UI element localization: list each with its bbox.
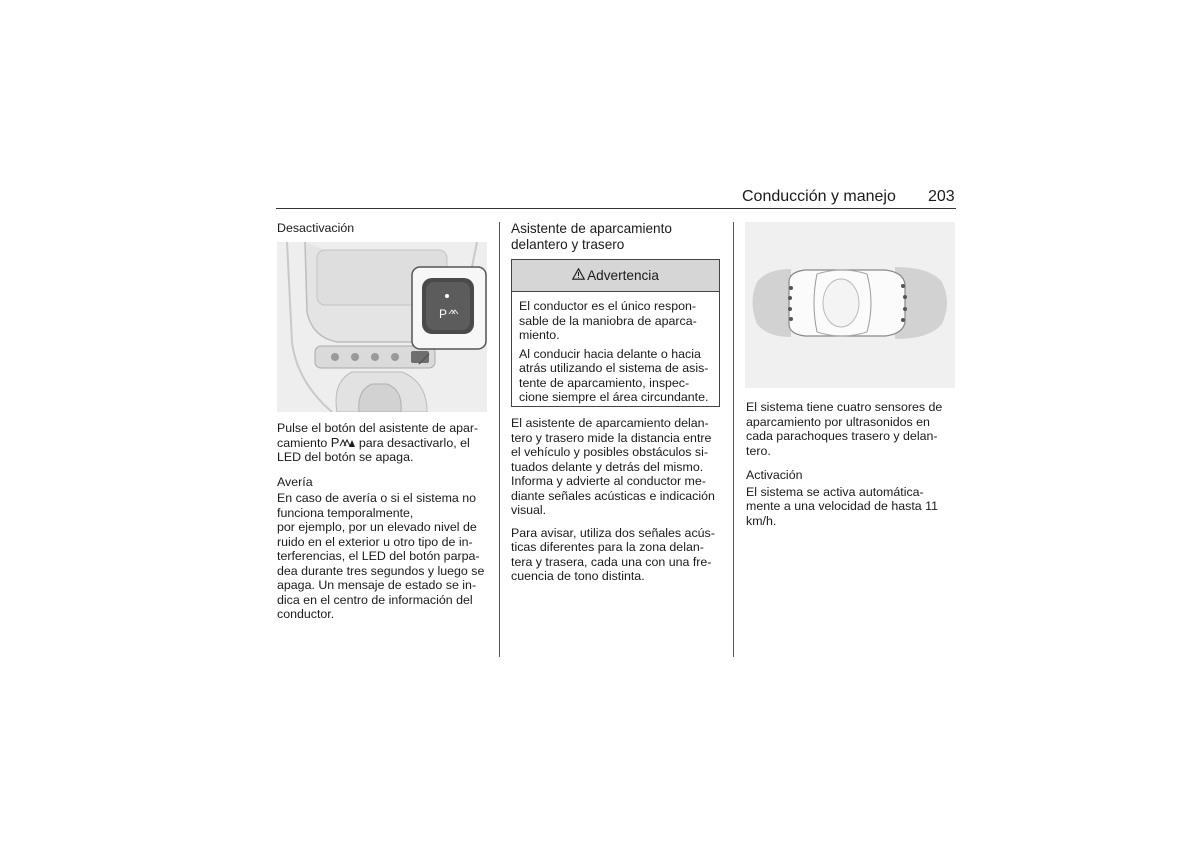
section-heading-line: Asistente de aparcamiento xyxy=(511,221,672,236)
text-line: Para avisar, utiliza dos señales acús- xyxy=(511,525,715,540)
column-1-text xyxy=(277,421,492,630)
text-line: tero. xyxy=(746,443,771,458)
page-number: 203 xyxy=(928,188,955,205)
text-line: terferencias, el LED del botón parpa- xyxy=(277,549,480,563)
text-line: En caso de avería o si el sistema no xyxy=(277,491,477,505)
text-line: cada parachoques trasero y delan- xyxy=(746,429,938,443)
text-line: El sistema tiene cuatro sensores de xyxy=(746,400,943,414)
warning-header xyxy=(512,260,719,292)
text-fragment: para desactivarlo, el xyxy=(355,435,470,450)
text-line: km/h. xyxy=(746,513,777,528)
warning-box xyxy=(511,259,720,407)
signals-paragraph xyxy=(511,526,726,584)
fault-paragraph xyxy=(277,491,492,622)
warning-label: Advertencia xyxy=(587,268,659,283)
text-line: Pulse el botón del asistente de apar- xyxy=(277,421,479,435)
text-line: ruido en el exterior u otro tipo de in- xyxy=(277,534,473,549)
text-line: dica en el centro de información del xyxy=(277,592,473,607)
text-line: mente a una velocidad de hasta 11 xyxy=(746,499,938,513)
text-line: cuencia de tono distinta. xyxy=(511,569,645,583)
text-line: diante señales acústicas e indicación xyxy=(511,488,715,503)
text-line: tera y trasera, cada una con una fre- xyxy=(511,554,712,569)
deactivation-paragraph xyxy=(277,421,492,465)
sensors-paragraph xyxy=(746,400,961,458)
text-line: LED del botón se apaga. xyxy=(277,450,414,464)
warning-triangle-icon xyxy=(572,268,585,283)
parking-sensor-waves-icon xyxy=(339,437,355,448)
text-line: el vehículo y posibles obstáculos si- xyxy=(511,445,708,459)
text-line: Al conducir hacia delante o hacia xyxy=(519,346,701,361)
text-line: sable de la maniobra de aparca- xyxy=(519,313,697,328)
warning-body xyxy=(512,292,719,405)
activation-paragraph xyxy=(746,485,961,529)
column-3-text xyxy=(746,400,961,536)
parking-button-figure xyxy=(277,242,487,412)
car-top-view-illustration xyxy=(745,222,955,388)
text-line: tente de aparcamiento, inspec- xyxy=(519,375,690,390)
text-line: tero y trasero mide la distancia entre xyxy=(511,430,712,445)
text-line: El sistema se activa automática- xyxy=(746,484,924,499)
parking-assist-icon xyxy=(331,435,356,450)
text-line: cione siempre el área circundante. xyxy=(519,390,709,404)
column-2 xyxy=(511,221,726,253)
column-1 xyxy=(277,221,492,238)
text-line: atrás utilizando el sistema de asis- xyxy=(519,361,709,375)
text-line: por ejemplo, por un elevado nivel de xyxy=(277,520,477,534)
text-line: conductor. xyxy=(277,607,335,621)
text-line: apaga. Un mensaje de estado se in- xyxy=(277,578,477,592)
text-line: funciona temporalmente, xyxy=(277,505,414,520)
text-line: El conductor es el único respon- xyxy=(519,299,697,313)
column-divider-1 xyxy=(499,222,500,657)
sensor-coverage-figure xyxy=(745,222,955,388)
center-console-illustration xyxy=(277,242,487,412)
column-2-text xyxy=(511,416,726,592)
section-title: Conducción y manejo xyxy=(742,188,896,205)
fault-heading: Avería xyxy=(277,474,313,489)
text-line xyxy=(277,436,492,451)
activation-heading: Activación xyxy=(746,468,803,482)
column-divider-2 xyxy=(733,222,734,657)
parking-symbol: P xyxy=(330,434,340,450)
section-heading-line: delantero y trasero xyxy=(511,237,625,252)
text-line: El asistente de aparcamiento delan- xyxy=(511,416,709,430)
text-line: Informa y advierte al conductor me- xyxy=(511,474,706,488)
section-heading xyxy=(511,221,726,253)
warning-paragraph xyxy=(519,347,711,405)
text-line: aparcamiento por ultrasonidos en xyxy=(746,414,930,429)
warning-paragraph xyxy=(519,299,711,343)
text-line: ticas diferentes para la zona delan- xyxy=(511,540,704,554)
header-rule xyxy=(276,208,956,209)
deactivation-heading: Desactivación xyxy=(277,221,355,235)
text-line: miento. xyxy=(519,328,560,342)
text-line: dea durante tres segundos y luego se xyxy=(277,563,485,578)
text-fragment: camiento xyxy=(277,435,331,450)
parking-button-label: P xyxy=(439,307,448,321)
text-line: tuados delante y detrás del mismo. xyxy=(511,459,704,474)
text-line: visual. xyxy=(511,503,547,517)
description-paragraph xyxy=(511,416,726,518)
